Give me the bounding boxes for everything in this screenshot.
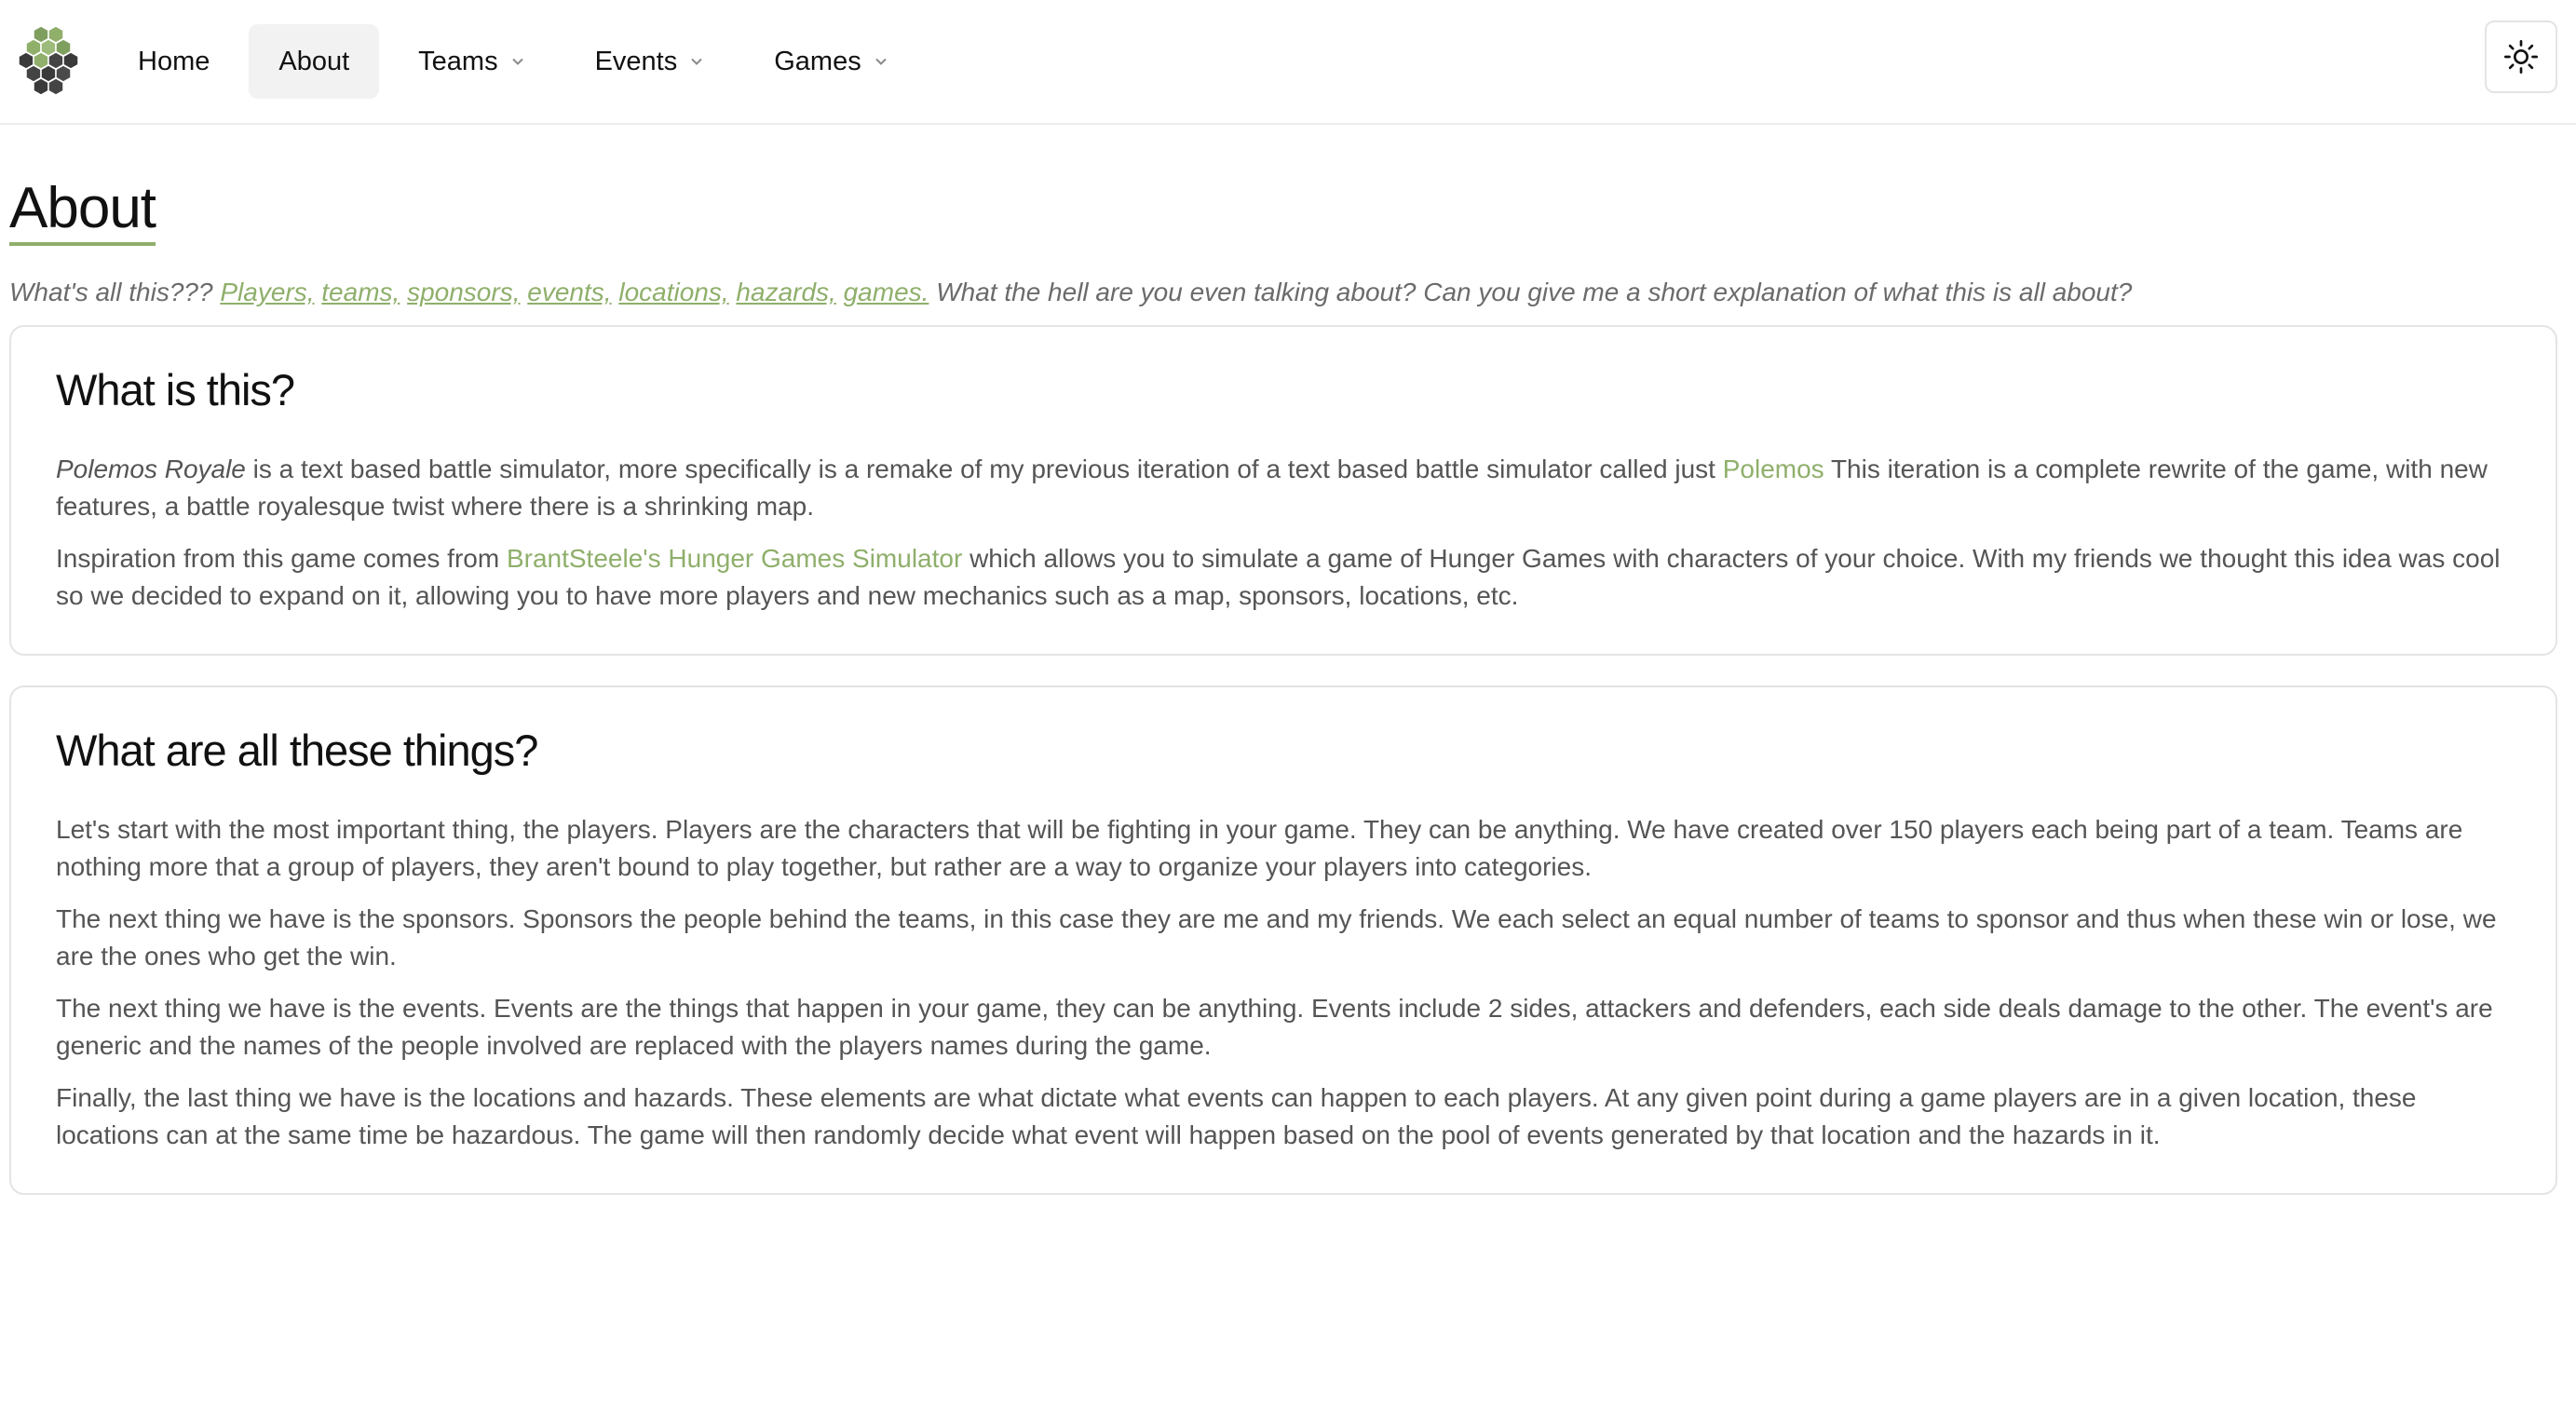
players-paragraph: Let's start with the most important thing, the players. Players are the characters that will be fighting in your game. They can be anything. We have created over 150 players each being part of a team. Teams are nothing more that a group of players, they aren't bound to play together, but rather are a way to organize your players into categories.: [56, 815, 2463, 882]
subtitle-link-players[interactable]: Players,: [220, 278, 315, 307]
nav-item-label: Teams: [418, 46, 498, 76]
subtitle-prefix: What's all this???: [9, 278, 213, 307]
page-subtitle: [9, 274, 2567, 310]
chevron-down-icon: [509, 53, 526, 70]
top-navbar: [0, 0, 2576, 125]
chevron-down-icon: [873, 53, 889, 70]
what-are-things-card: [9, 685, 2557, 1195]
brantsteele-link[interactable]: BrantSteele's Hunger Games Simulator: [506, 544, 963, 574]
paragraph-text: is a text based battle simulator, more specifically is a remake of my previous iteration of a text based battle simulator called just: [252, 455, 1715, 484]
nav-item-label: About: [278, 46, 350, 76]
game-name: Polemos Royale: [56, 455, 246, 484]
subtitle-suffix: What the hell are you even talking about? Can you give me a short explanation of what this is all about?: [936, 278, 2133, 307]
chevron-down-icon: [688, 53, 705, 70]
theme-toggle-button[interactable]: [2485, 20, 2557, 93]
nav-item-label: Events: [594, 46, 678, 76]
hexagon-logo-icon[interactable]: [11, 24, 82, 99]
nav-item-about[interactable]: [249, 24, 379, 99]
locations-paragraph: Finally, the last thing we have is the locations and hazards. These elements are what dictate what events can happen to each players. At any given point during a game players are in a given location, these locations can at the same time be hazardous. The game will then randomly decide what event will happen based on the pool of events generated by that location and the hazards in it.: [56, 1083, 2417, 1150]
nav-item-teams[interactable]: [388, 24, 555, 99]
subtitle-link-locations[interactable]: locations,: [618, 278, 729, 307]
paragraph-text: Inspiration from this game comes from: [56, 544, 500, 574]
nav-item-label: Games: [774, 46, 861, 76]
subtitle-link-teams[interactable]: teams,: [321, 278, 400, 307]
paragraph-text: This iteration is a complete rewrite of the game, with new features, a battle royalesque twist where there is a shrinking map.: [56, 455, 2488, 522]
subtitle-link-hazards[interactable]: hazards,: [736, 278, 836, 307]
subtitle-link-events[interactable]: events,: [527, 278, 612, 307]
nav-item-home[interactable]: [108, 24, 239, 99]
section-heading: What are all these things?: [56, 726, 538, 776]
page-title: About: [9, 177, 156, 246]
intro-paragraph: [56, 451, 2511, 525]
sponsors-paragraph: The next thing we have is the sponsors. Sponsors the people behind the teams, in this case they are me and my friends. We each select an equal number of teams to sponsor and thus when these win or lose, we are the ones who get the win.: [56, 904, 2497, 971]
polemos-link[interactable]: Polemos: [1722, 455, 1824, 484]
what-is-this-card: [9, 325, 2557, 656]
sun-icon: [2502, 38, 2540, 75]
paragraph-text: which allows you to simulate a game of Hunger Games with characters of your choice. With my friends we thought this idea was cool so we decided to expand on it, allowing you to have more players and new mechanics such as a map, sponsors, locations, etc.: [56, 544, 2501, 611]
subtitle-link-sponsors[interactable]: sponsors,: [407, 278, 521, 307]
subtitle-link-games[interactable]: games.: [843, 278, 929, 307]
events-paragraph: The next thing we have is the events. Events are the things that happen in your game, they can be anything. Events include 2 sides, attackers and defenders, each side deals damage to the other. The event's are generic and the names of the people involved are replaced with the players names during the game.: [56, 994, 2493, 1061]
section-heading: What is this?: [56, 365, 295, 415]
nav-item-games[interactable]: [744, 24, 918, 99]
nav-item-events[interactable]: [565, 24, 736, 99]
main-content: [0, 125, 2576, 1195]
nav-item-label: Home: [138, 46, 210, 76]
inspiration-paragraph: [56, 540, 2511, 615]
